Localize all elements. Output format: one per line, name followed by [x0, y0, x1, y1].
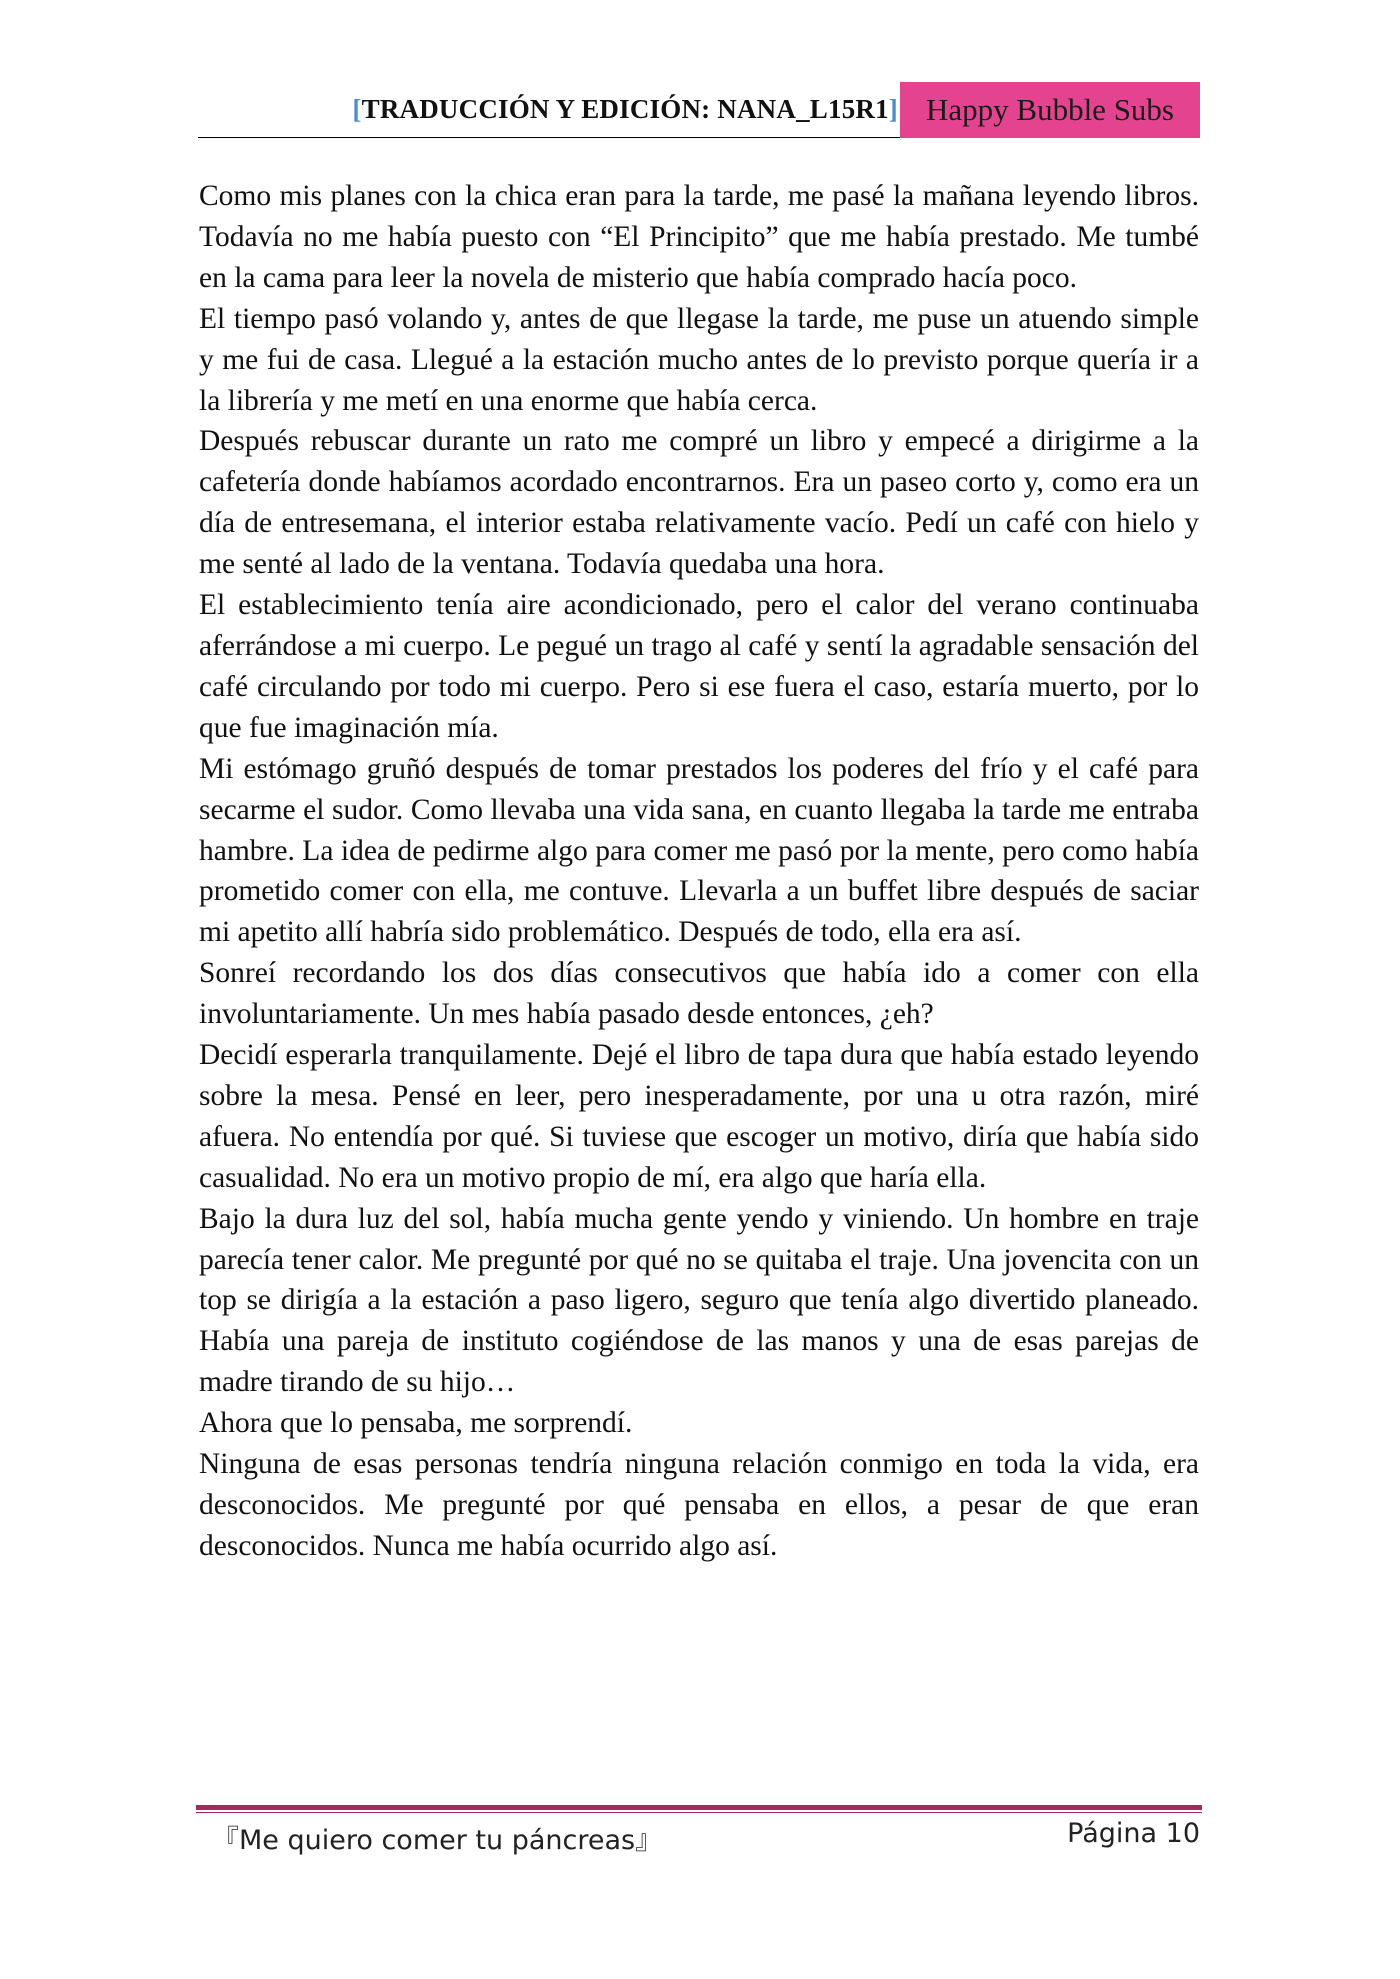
header-bracket-close: ]	[888, 94, 898, 124]
page-header	[198, 82, 1200, 138]
paragraph: Mi estómago gruñó después de tomar prestados los poderes del frío y el café para secarme el sudor. Como llevaba una vida sana, en cuanto llegaba la tarde me entraba hambre. La idea de pedirme algo para comer me pasó por la mente, pero como había prometido comer con ella, me contuve. Llevarla a un buffet libre después de saciar mi apetito allí habría sido problemático. Después de todo, ella era así.	[199, 752, 1199, 949]
paragraph: Decidí esperarla tranquilamente. Dejé el libro de tapa dura que había estado leyendo sobre la mesa. Pensé en leer, pero inesperadamente, por una u otra razón, miré afuera. No entendía por qué. Si tuviese que escoger un motivo, diría que había sido casualidad. No era un motivo propio de mí, era algo que haría ella.	[199, 1039, 1199, 1194]
footer-book-title: 『Me quiero comer tu páncreas』	[212, 1825, 663, 1856]
header-title: TRADUCCIÓN Y EDICIÓN: NANA_L15R1	[361, 94, 889, 124]
paragraph: Como mis planes con la chica eran para la tarde, me pasé la mañana leyendo libros. Todavía no me había puesto con “El Principito” que me había prestado. Me tumbé en la cama para leer la novela de misterio que había comprado hacía poco.	[199, 180, 1199, 294]
paragraph: Ahora que lo pensaba, me sorprendí.	[199, 1407, 633, 1440]
paragraph: Ninguna de esas personas tendría ninguna relación conmigo en toda la vida, era desconocidos. Me pregunté por qué pensaba en ellos, a pesar de que eran desconocidos. Nunca me había ocurrido algo así.	[199, 1448, 1199, 1562]
paragraph: Después rebuscar durante un rato me compré un libro y empecé a dirigirme a la cafetería donde habíamos acordado encontrarnos. Era un paseo corto y, como era un día de entresemana, el interior estaba relativamente vacío. Pedí un café con hielo y me senté al lado de la ventana. Todavía quedaba una hora.	[199, 425, 1199, 581]
header-bracket-open: [	[352, 94, 362, 124]
header-group-badge: Happy Bubble Subs	[900, 82, 1200, 138]
footer-page-number: Página 10	[1067, 1818, 1200, 1849]
paragraph: Bajo la dura luz del sol, había mucha gente yendo y viniendo. Un hombre en traje parecía tener calor. Me pregunté por qué no se quitaba el traje. Una jovencita con un top se dirigía a la estación a paso ligero, seguro que tenía algo divertido planeado. Había una pareja de instituto cogiéndose de las manos y una de esas parejas de madre tirando de su hijo…	[199, 1202, 1199, 1399]
page-body	[199, 176, 1199, 1567]
header-rule	[198, 137, 900, 138]
paragraph: El tiempo pasó volando y, antes de que llegase la tarde, me puse un atuendo simple y me fui de casa. Llegué a la estación mucho antes de lo previsto porque quería ir a la librería y me metí en una enorme que había cerca.	[199, 302, 1199, 417]
footer-rule	[196, 1805, 1202, 1810]
paragraph: Sonreí recordando los dos días consecutivos que había ido a comer con ella involuntariamente. Un mes había pasado desde entonces, ¿eh?	[199, 957, 1199, 1031]
header-translation-credit	[352, 94, 898, 125]
footer-rule-thin	[196, 1812, 1202, 1813]
paragraph: El establecimiento tenía aire acondicionado, pero el calor del verano continuaba aferrándose a mi cuerpo. Le pegué un trago al café y sentí la agradable sensación del café circulando por todo mi cuerpo. Pero si ese fuera el caso, estaría muerto, por lo que fue imaginación mía.	[199, 589, 1199, 744]
